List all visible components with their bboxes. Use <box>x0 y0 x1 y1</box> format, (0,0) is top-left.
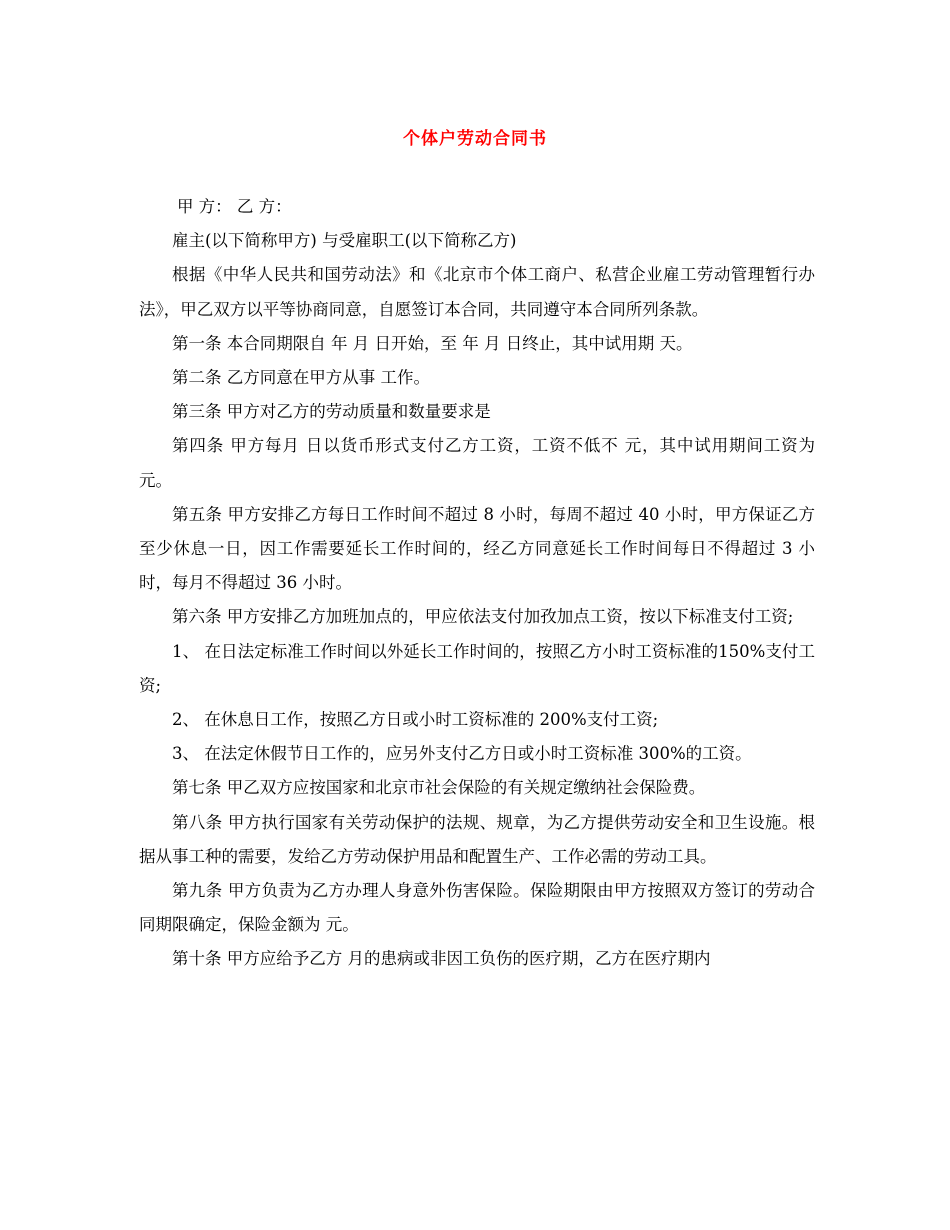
article-6-item-1: 1、 在日法定标准工作时间以外延长工作时间的，按照乙方小时工资标准的150%支付工资; <box>139 641 815 695</box>
article-3: 第三条 甲方对乙方的劳动质量和数量要求是 <box>172 402 491 422</box>
article-5: 第五条 甲方安排乙方每日工作时间不超过 8 小时，每周不超过 40 小时，甲方保证乙方至少休息一日，因工作需要延长工作时间的，经乙方同意延长工作时间每日不得超过 3 小时，每月不得超过 36 小时。 <box>139 504 815 593</box>
article-6-item-2: 2、 在休息日工作，按照乙方日或小时工资标准的 200%支付工资; <box>172 710 659 730</box>
article-2: 第二条 乙方同意在甲方从事 工作。 <box>172 368 430 388</box>
article-6-item-3: 3、 在法定休假节日工作的，应另外支付乙方日或小时工资标准 300%的工资。 <box>172 744 752 764</box>
article-7: 第七条 甲乙双方应按国家和北京市社会保险的有关规定缴纳社会保险费。 <box>172 778 706 798</box>
article-6: 第六条 甲方安排乙方加班加点的，甲应依法支付加孜加点工资，按以下标准支付工资; <box>172 607 794 627</box>
document-body <box>139 190 815 977</box>
parties-line: 甲 方： 乙 方： <box>176 197 292 216</box>
article-9: 第九条 甲方负责为乙方办理人身意外伤害保险。保险期限由甲方按照双方签订的劳动合同期限确定，保险金额为 元。 <box>139 881 815 935</box>
parties-definition: 雇主(以下简称甲方) 与受雇职工(以下简称乙方) <box>172 231 517 251</box>
document-title: 个体户劳动合同书 <box>403 129 547 149</box>
preamble-paragraph: 根据《中华人民共和国劳动法》和《北京市个体工商户、私营企业雇工劳动管理暂行办法》，甲乙双方以平等协商同意，自愿签订本合同，共同遵守本合同所列条款。 <box>139 265 815 319</box>
article-8: 第八条 甲方执行国家有关劳动保护的法规、规章，为乙方提供劳动安全和卫生设施。根据从事工种的需要，发给乙方劳动保护用品和配置生产、工作必需的劳动工具。 <box>139 812 815 866</box>
article-10: 第十条 甲方应给予乙方 月的患病或非因工负伤的医疗期，乙方在医疗期内 <box>172 949 711 969</box>
article-4: 第四条 甲方每月 日以货币形式支付乙方工资，工资不低不 元，其中试用期间工资为 元。 <box>139 436 815 490</box>
article-1: 第一条 本合同期限自 年 月 日开始，至 年 月 日终止，其中试用期 天。 <box>172 333 693 353</box>
